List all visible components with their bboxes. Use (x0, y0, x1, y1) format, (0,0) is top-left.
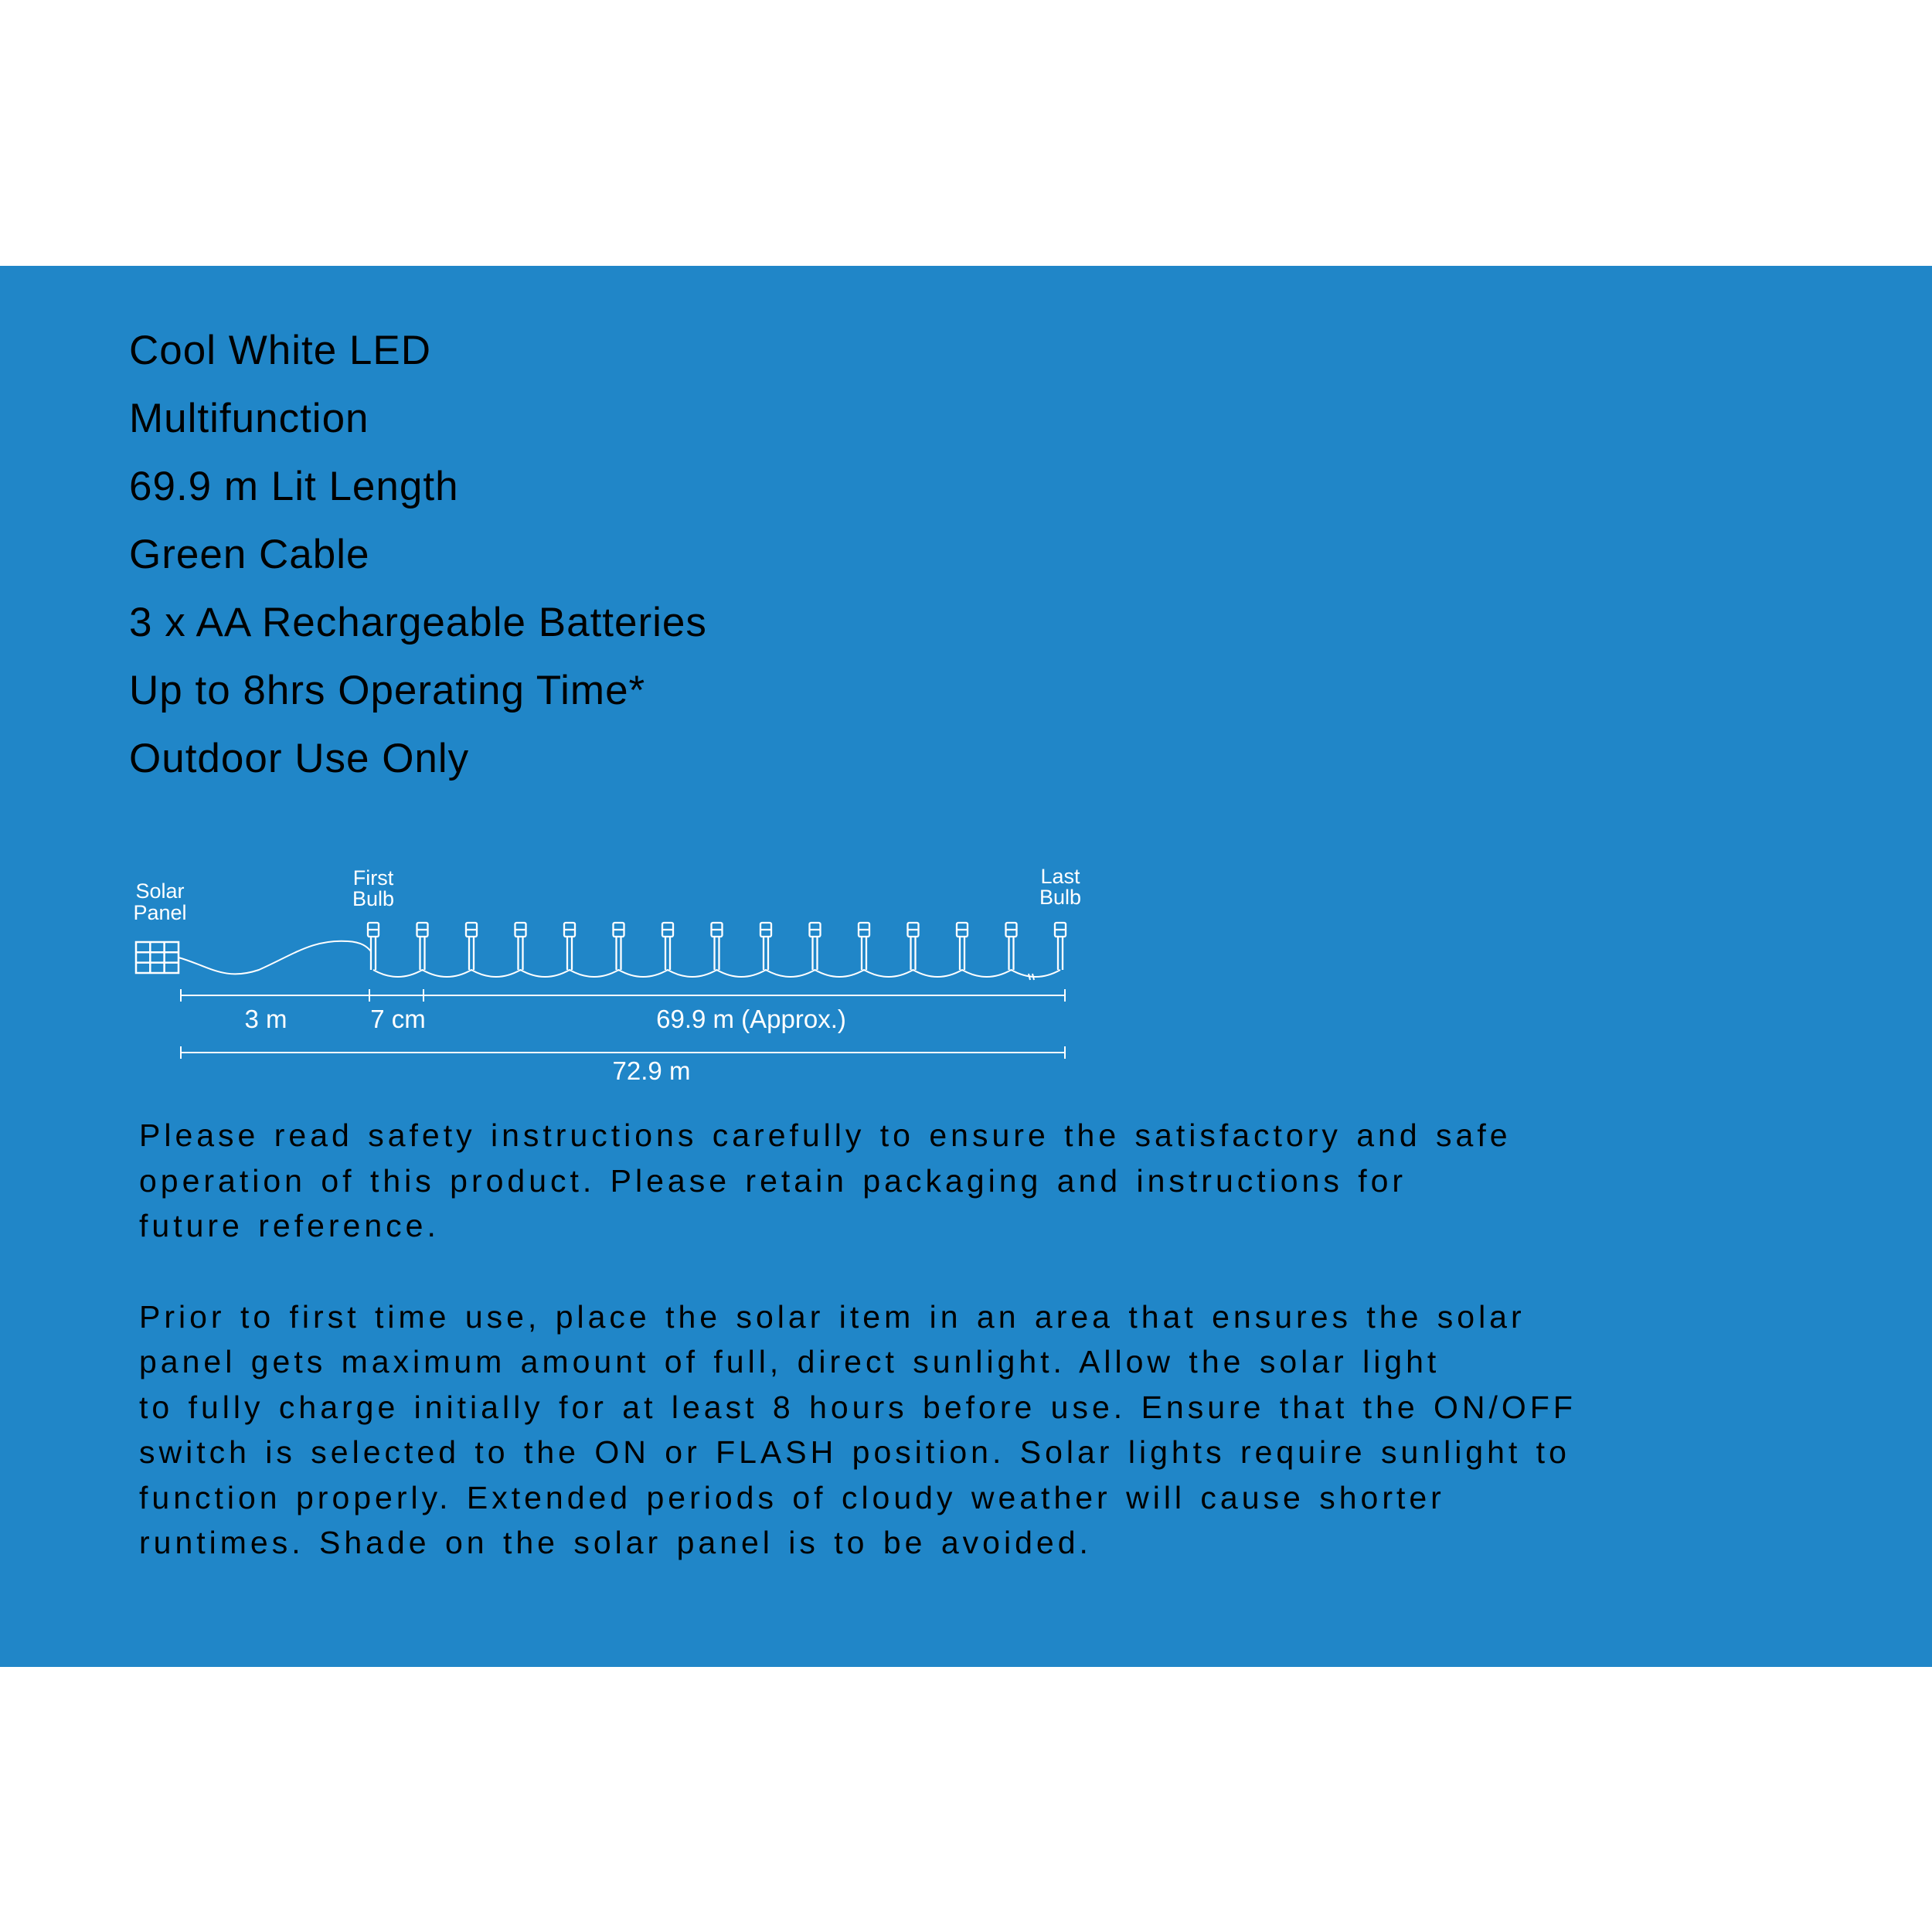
bulb-icon (908, 923, 919, 970)
dimension-total-length: 72.9 m (612, 1056, 691, 1085)
bulb-icon (1055, 923, 1066, 970)
bulb-string-cable (373, 970, 1060, 977)
dimension-line-segments (181, 989, 1065, 1002)
feature-item: Up to 8hrs Operating Time* (129, 668, 646, 713)
dimension-bulb-spacing: 7 cm (370, 1005, 426, 1033)
bulb-icon (614, 923, 624, 970)
feature-item: Cool White LED (129, 328, 432, 373)
bulb-icon (466, 923, 477, 970)
feature-item: Outdoor Use Only (129, 736, 470, 781)
bulb-icon (417, 923, 428, 970)
bulbs-group (368, 923, 1066, 970)
bulb-icon (368, 923, 379, 970)
bulb-icon (662, 923, 673, 970)
first-bulb-label-line2: Bulb (352, 887, 395, 910)
instruction-paragraph: Please read safety instructions carefully to ensure the satisfactory and safe operation of this product. Please retain packaging and instructions for future reference. (139, 1117, 1512, 1243)
instruction-paragraph: Prior to first time use, place the solar item in an area that ensures the solar panel gets maximum amount of full, direct sunlight. Allow the solar light to fully charge initially for at least 8 hours before use. Ensure that the ON/OFF switch is selected to the ON or FLASH position. Solar lights require sunlight to function properly. Extended periods of cloudy weather will cause shorter runtimes. Shade on the solar panel is to be avoided. (139, 1298, 1577, 1560)
safety-instructions (139, 1113, 1839, 1611)
diagram-svg (116, 862, 1105, 1094)
solar-panel-icon (136, 942, 179, 973)
bulb-icon (760, 923, 771, 970)
last-bulb-label-line1: Last (1040, 865, 1080, 888)
bulb-icon (564, 923, 575, 970)
first-bulb-label-line1: First (352, 866, 394, 889)
solar-panel-label-line1: Solar (135, 879, 185, 903)
feature-item: Multifunction (129, 396, 369, 441)
bulb-icon (1006, 923, 1017, 970)
bulb-icon (859, 923, 869, 970)
bulb-icon (515, 923, 526, 970)
bulb-icon (712, 923, 723, 970)
string-light-diagram (116, 862, 1105, 1094)
feature-item: Green Cable (129, 532, 370, 577)
last-bulb-label-line2: Bulb (1039, 886, 1082, 909)
feature-item: 69.9 m Lit Length (129, 464, 459, 509)
bulb-cable-path (373, 970, 1060, 977)
feature-list (129, 317, 707, 793)
bulb-icon (957, 923, 968, 970)
dimension-lit-length: 69.9 m (Approx.) (656, 1005, 846, 1033)
dimension-lead-cable: 3 m (244, 1005, 287, 1033)
feature-item: 3 x AA Rechargeable Batteries (129, 600, 707, 645)
lead-cable (179, 941, 371, 975)
solar-panel-label-line2: Panel (133, 901, 187, 924)
bulb-icon (810, 923, 821, 970)
